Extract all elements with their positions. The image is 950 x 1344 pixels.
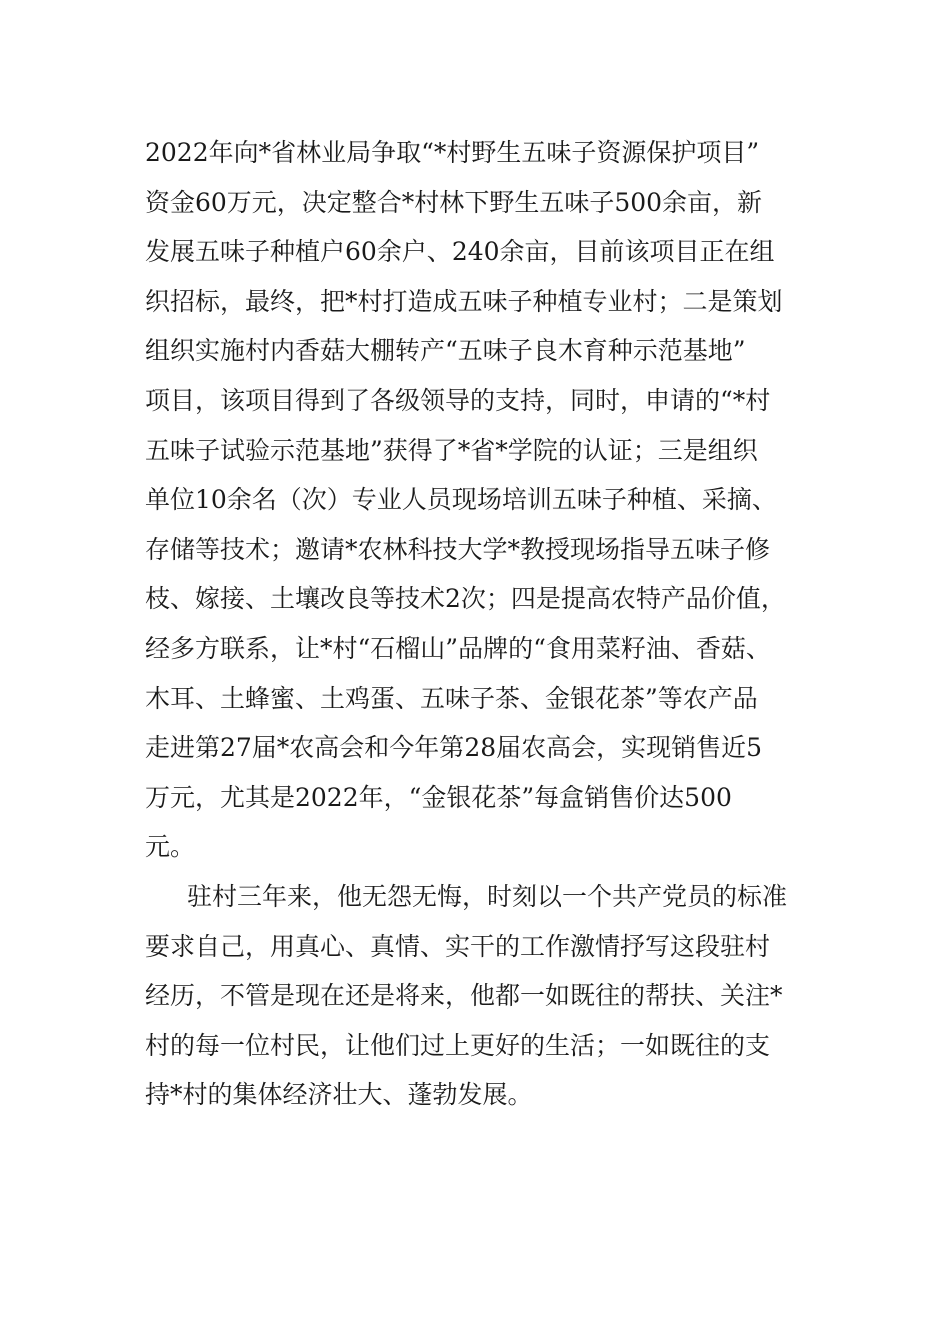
text-line: 存储等技术；邀请*农林科技大学*教授现场指导五味子修 xyxy=(145,534,771,564)
text-line: 要求自己，用真心、真情、实干的工作激情抒写这段驻村 xyxy=(145,931,771,961)
text-line: 项目，该项目得到了各级领导的支持，同时，申请的“*村 xyxy=(145,385,771,415)
text-line: 万元，尤其是2022年，“金银花茶”每盒销售价达500 xyxy=(145,782,732,812)
text-line: 资金60万元，决定整合*村林下野生五味子500余亩，新 xyxy=(145,187,763,217)
document-body xyxy=(145,128,845,1120)
text-line: 单位10余名（次）专业人员现场培训五味子种植、采摘、 xyxy=(145,485,777,515)
text-line: 经历，不管是现在还是将来，他都一如既往的帮扶、关注* xyxy=(145,981,783,1011)
paragraph-1 xyxy=(145,128,845,872)
text-line: 持*村的集体经济壮大、蓬勃发展。 xyxy=(145,1080,533,1110)
text-line: 组织实施村内香菇大棚转产“五味子良木育种示范基地” xyxy=(145,336,746,366)
text-line: 元。 xyxy=(145,832,196,862)
text-line: 发展五味子种植户60余户、240余亩，目前该项目正在组 xyxy=(145,237,775,267)
text-line: 驻村三年来，他无怨无悔，时刻以一个共产党员的标准 xyxy=(187,881,788,911)
text-line: 村的每一位村民，让他们过上更好的生活；一如既往的支 xyxy=(145,1030,771,1060)
text-line: 2022年向*省林业局争取“*村野生五味子资源保护项目” xyxy=(145,138,760,167)
text-line: 走进第27届*农高会和今年第28届农高会，实现销售近5 xyxy=(145,733,763,763)
text-line: 织招标，最终，把*村打造成五味子种植专业村；二是策划 xyxy=(145,286,783,316)
text-line: 五味子试验示范基地”获得了*省*学院的认证；三是组织 xyxy=(145,435,758,465)
paragraph-2 xyxy=(145,872,845,1120)
text-line: 枝、嫁接、土壤改良等技术2次；四是提高农特产品价值， xyxy=(145,584,786,614)
text-line: 经多方联系，让*村“石榴山”品牌的“食用菜籽油、香菇、 xyxy=(145,633,771,663)
text-line: 木耳、土蜂蜜、土鸡蛋、五味子茶、金银花茶”等农产品 xyxy=(145,683,758,713)
